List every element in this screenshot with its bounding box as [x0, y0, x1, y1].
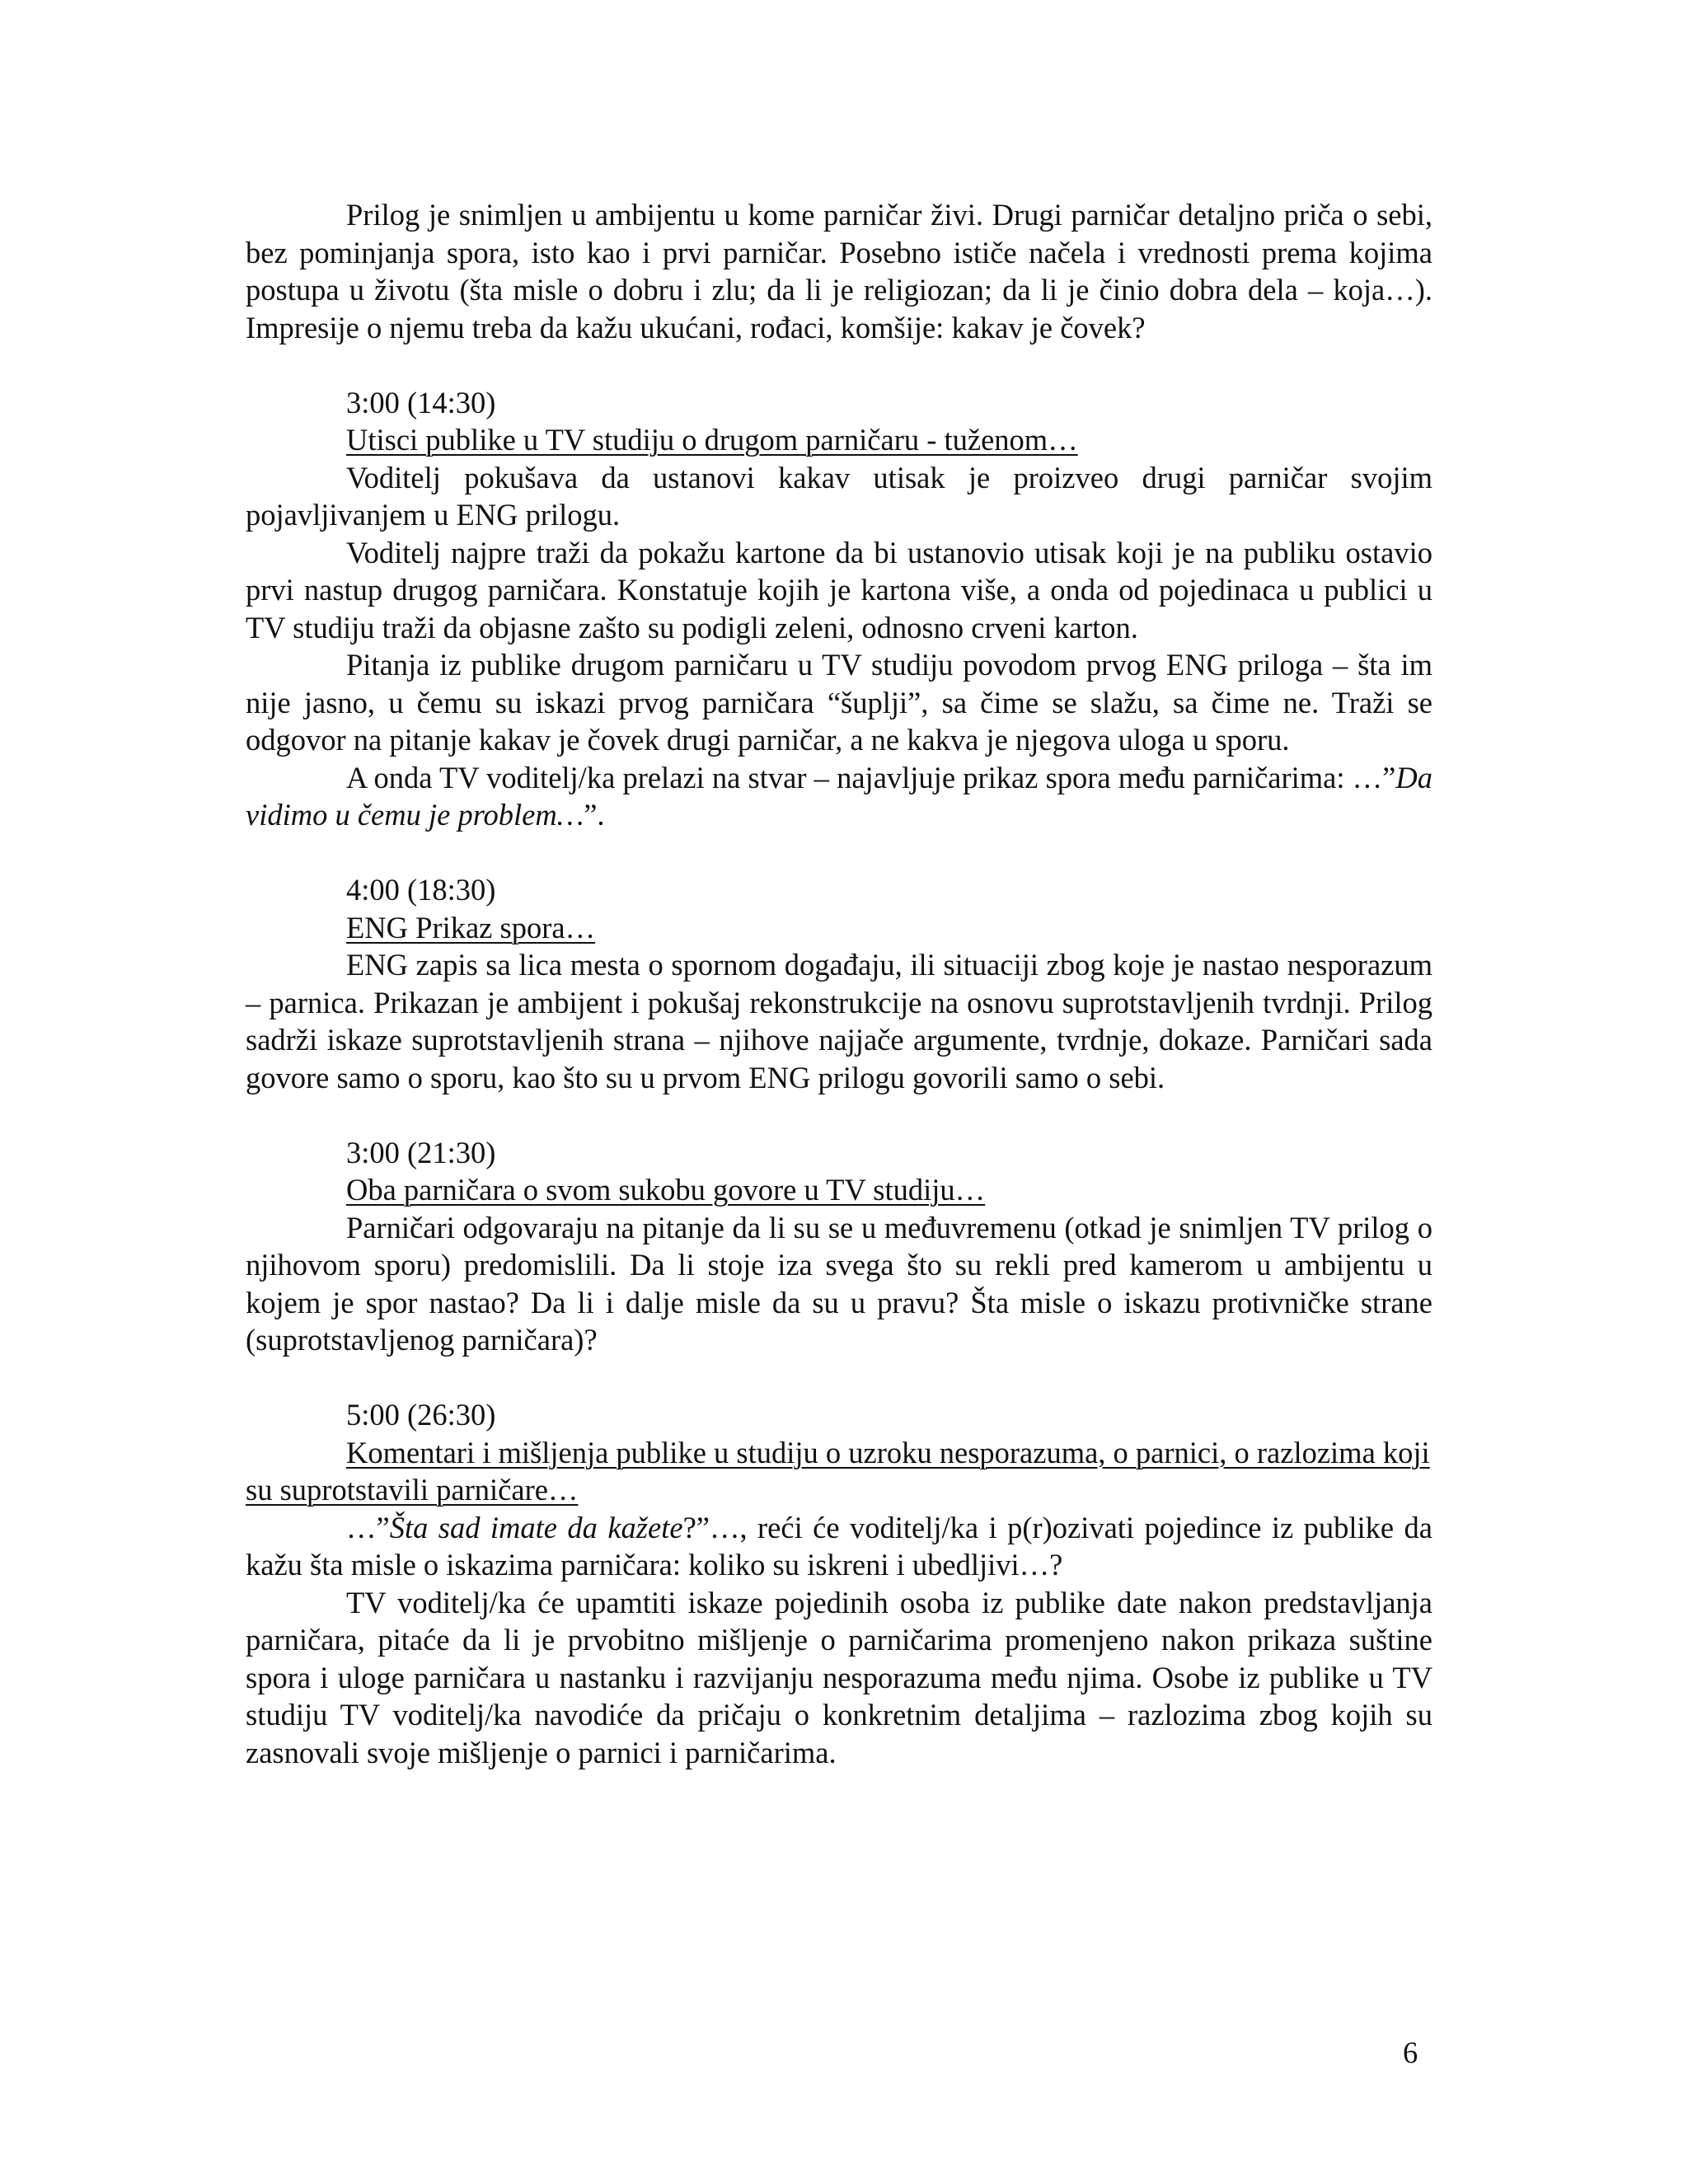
paragraph-text: …” — [346, 1510, 390, 1544]
paragraph-text: A onda TV voditelj/ka prelazi na stvar – najavljuje prikaz spora među parničarima: …” — [346, 760, 1396, 794]
paragraph-text: ?”…, reći će voditelj/ka i p(r)ozivati pojedince iz publike da kažu šta misle o iskazima parničara: koliko su iskreni i ubedljivi…? — [246, 1510, 1432, 1582]
segment-audience-impressions — [246, 384, 1432, 834]
segment-heading: Utisci publike u TV studiju o drugom parničaru - tuženom… — [346, 423, 1078, 457]
body-paragraph: Voditelj pokušava da ustanovi kakav utisak je proizveo drugi parničar svojim pojavljivanjem u ENG prilogu. — [246, 460, 1432, 532]
segment-time: 5:00 (26:30) — [346, 1398, 496, 1432]
body-paragraph: Voditelj najpre traži da pokažu kartone da bi ustanovio utisak koji je na publiku ostavio prvi nastup drugog parničara. Konstatuje kojih je kartona više, a onda od pojedinaca u publici u TV studiju traži da objasne zašto su podigli zeleni, odnosno crveni karton. — [246, 535, 1432, 644]
segment-time: 3:00 (14:30) — [346, 385, 496, 419]
italic-quote: Šta sad imate da kažete — [389, 1510, 683, 1544]
intro-paragraph: Prilog je snimljen u ambijentu u kome parničar živi. Drugi parničar detaljno priča o sebi, bez pominjanja spora, isto kao i prvi parničar. Posebno ističe načela i vrednosti prema kojima postupa u životu (šta misle o dobru i zlu; da li je religiozan; da li je činio dobra dela – koja…). Impresije o njemu treba da kažu ukućani, rođaci, komšije: kakav je čovek? — [246, 198, 1432, 344]
body-paragraph — [246, 759, 1432, 834]
segment-time: 4:00 (18:30) — [346, 873, 496, 907]
segment-time: 3:00 (21:30) — [346, 1135, 496, 1169]
paragraph-text: ”. — [584, 798, 605, 832]
segment-heading: ENG Prikaz spora… — [346, 910, 596, 944]
document-page — [246, 196, 1432, 1771]
segment-heading: Komentari i mišljenja publike u studiju o uzroku nesporazuma, o parnici, o razlozima koji su suprotstavili parničare… — [246, 1435, 1430, 1507]
italic-quote: Da vidimo u čemu je problem… — [246, 760, 1432, 832]
segment-litigants-in-studio — [246, 1134, 1432, 1359]
body-paragraph: TV voditelj/ka će upamtiti iskaze pojedinih osoba iz publike date nakon predstavljanja parničara, pitaće da li je prvobitno mišljenje o parničarima promenjeno nakon prikaza suštine spora i uloge parničara u nastanku i razvijanju nesporazuma među njima. Osobe iz publike u TV studiju TV voditelj/ka navodiće da pričaju o konkretnim detaljima – razlozima zbog kojih su zasnovali svoje mišljenje o parnici i parničarima. — [246, 1585, 1432, 1769]
body-paragraph: Pitanja iz publike drugom parničaru u TV studiju povodom prvog ENG priloga – šta im nije jasno, u čemu su iskazi prvog parničara “šuplji”, sa čime se slažu, sa čime ne. Traži se odgovor na pitanje kakav je čovek drugi parničar, a ne kakva je njegova uloga u sporu. — [246, 648, 1432, 757]
segment-audience-comments — [246, 1396, 1432, 1771]
body-paragraph — [246, 1509, 1432, 1584]
intro-section — [246, 196, 1432, 346]
page-number: 6 — [1403, 2036, 1418, 2069]
segment-heading: Oba parničara o svom sukobu govore u TV studiju… — [346, 1173, 986, 1207]
body-paragraph: ENG zapis sa lica mesta o spornom događaju, ili situaciji zbog koje je nastao nesporazum – parnica. Prikazan je ambijent i pokušaj rekonstrukcije na osnovu suprotstavljenih tvrdnji. Prilog sadrži iskaze suprotstavljenih strana – njihove najjače argumente, tvrdnje, dokaze. Parničari sada govore samo o sporu, kao što su u prvom ENG prilogu govorili samo o sebi. — [246, 948, 1432, 1094]
body-paragraph: Parničari odgovaraju na pitanje da li su se u međuvremenu (otkad je snimljen TV prilog o njihovom sporu) predomislili. Da li stoje iza svega što su rekli pred kamerom u ambijentu u kojem je spor nastao? Da li i dalje misle da su u pravu? Šta misle o iskazu protivničke strane (suprotstavljenog parničara)? — [246, 1210, 1432, 1357]
segment-eng-dispute — [246, 871, 1432, 1096]
